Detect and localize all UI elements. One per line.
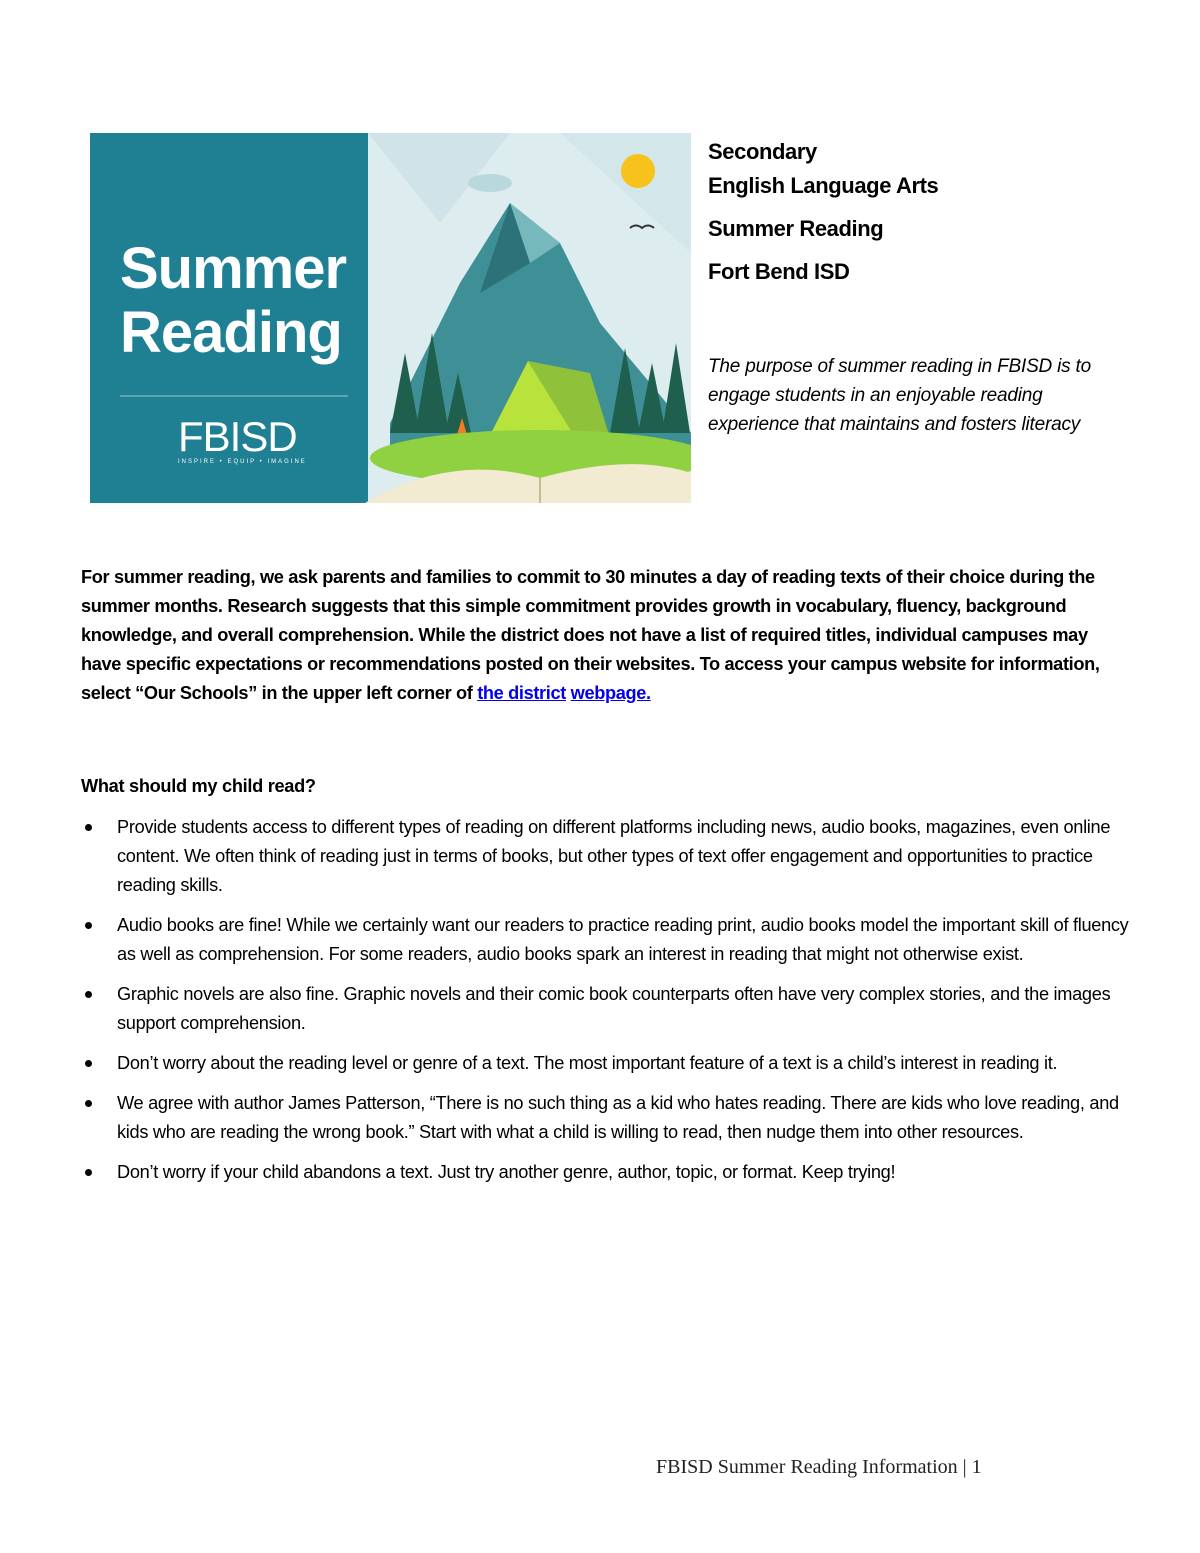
banner-title: Summer Reading bbox=[120, 236, 347, 365]
bullet-icon bbox=[85, 1100, 92, 1107]
page-footer bbox=[656, 1456, 982, 1479]
list-item: Don’t worry if your child abandons a text. Just try another genre, author, topic, or format. Keep trying! bbox=[81, 1158, 1131, 1187]
heading-summer-reading: Summer Reading bbox=[708, 216, 884, 241]
reading-tips-list bbox=[81, 813, 1131, 1198]
document-heading bbox=[708, 138, 938, 292]
heading-ela: English Language Arts bbox=[708, 173, 939, 198]
bullet-icon bbox=[85, 1169, 92, 1176]
list-item: Graphic novels are also fine. Graphic novels and their comic book counterparts often have very complex stories, and the images support comprehension. bbox=[81, 980, 1131, 1038]
fbisd-logo: FBISD bbox=[178, 413, 297, 460]
summer-reading-banner bbox=[90, 133, 691, 503]
intro-paragraph bbox=[81, 563, 1121, 708]
bullet-icon bbox=[85, 1060, 92, 1067]
district-link[interactable]: the district bbox=[477, 683, 566, 703]
footer-separator: | bbox=[962, 1456, 967, 1478]
section-question: What should my child read? bbox=[81, 776, 316, 796]
bullet-icon bbox=[85, 991, 92, 998]
footer-label: FBISD Summer Reading Information bbox=[656, 1456, 958, 1478]
bullet-icon bbox=[85, 824, 92, 831]
list-item: Don’t worry about the reading level or genre of a text. The most important feature of a text is a child’s interest in reading it. bbox=[81, 1049, 1131, 1078]
list-item: Provide students access to different types of reading on different platforms including news, audio books, magazines, even online content. We often think of reading just in terms of books, but other types of text offer engagement and opportunities to practice reading skills. bbox=[81, 813, 1131, 900]
purpose-statement: The purpose of summer reading in FBISD is to engage students in an enjoyable reading experience that maintains and fosters literacy bbox=[708, 356, 1091, 435]
fbisd-tagline: INSPIRE • EQUIP • IMAGINE bbox=[178, 459, 307, 465]
heading-district: Fort Bend ISD bbox=[708, 259, 850, 284]
list-item: We agree with author James Patterson, “There is no such thing as a kid who hates reading. There are kids who love reading, and kids who are reading the wrong book.” Start with what a child is willing to read, then nudge them into other resources. bbox=[81, 1089, 1131, 1147]
page-number: 1 bbox=[971, 1456, 982, 1478]
webpage-link[interactable]: webpage. bbox=[570, 683, 651, 703]
intro-text: For summer reading, we ask parents and families to commit to 30 minutes a day of reading texts of their choice during the summer months. Research suggests that this simple commitment provides growth in vocabulary, fluency, background knowledge, and overall comprehension. While the district does not have a list of required titles, individual campuses may have specific expectations or recommendations posted on their websites. To access your campus website for information, select “Our Schools” in the upper left corner of bbox=[81, 567, 1100, 703]
sun-icon bbox=[621, 154, 655, 188]
bullet-icon bbox=[85, 922, 92, 929]
heading-secondary: Secondary bbox=[708, 139, 817, 164]
list-item: Audio books are fine! While we certainly want our readers to practice reading print, audio books model the important skill of fluency as well as comprehension. For some readers, audio books spark an interest in reading that might not otherwise exist. bbox=[81, 911, 1131, 969]
